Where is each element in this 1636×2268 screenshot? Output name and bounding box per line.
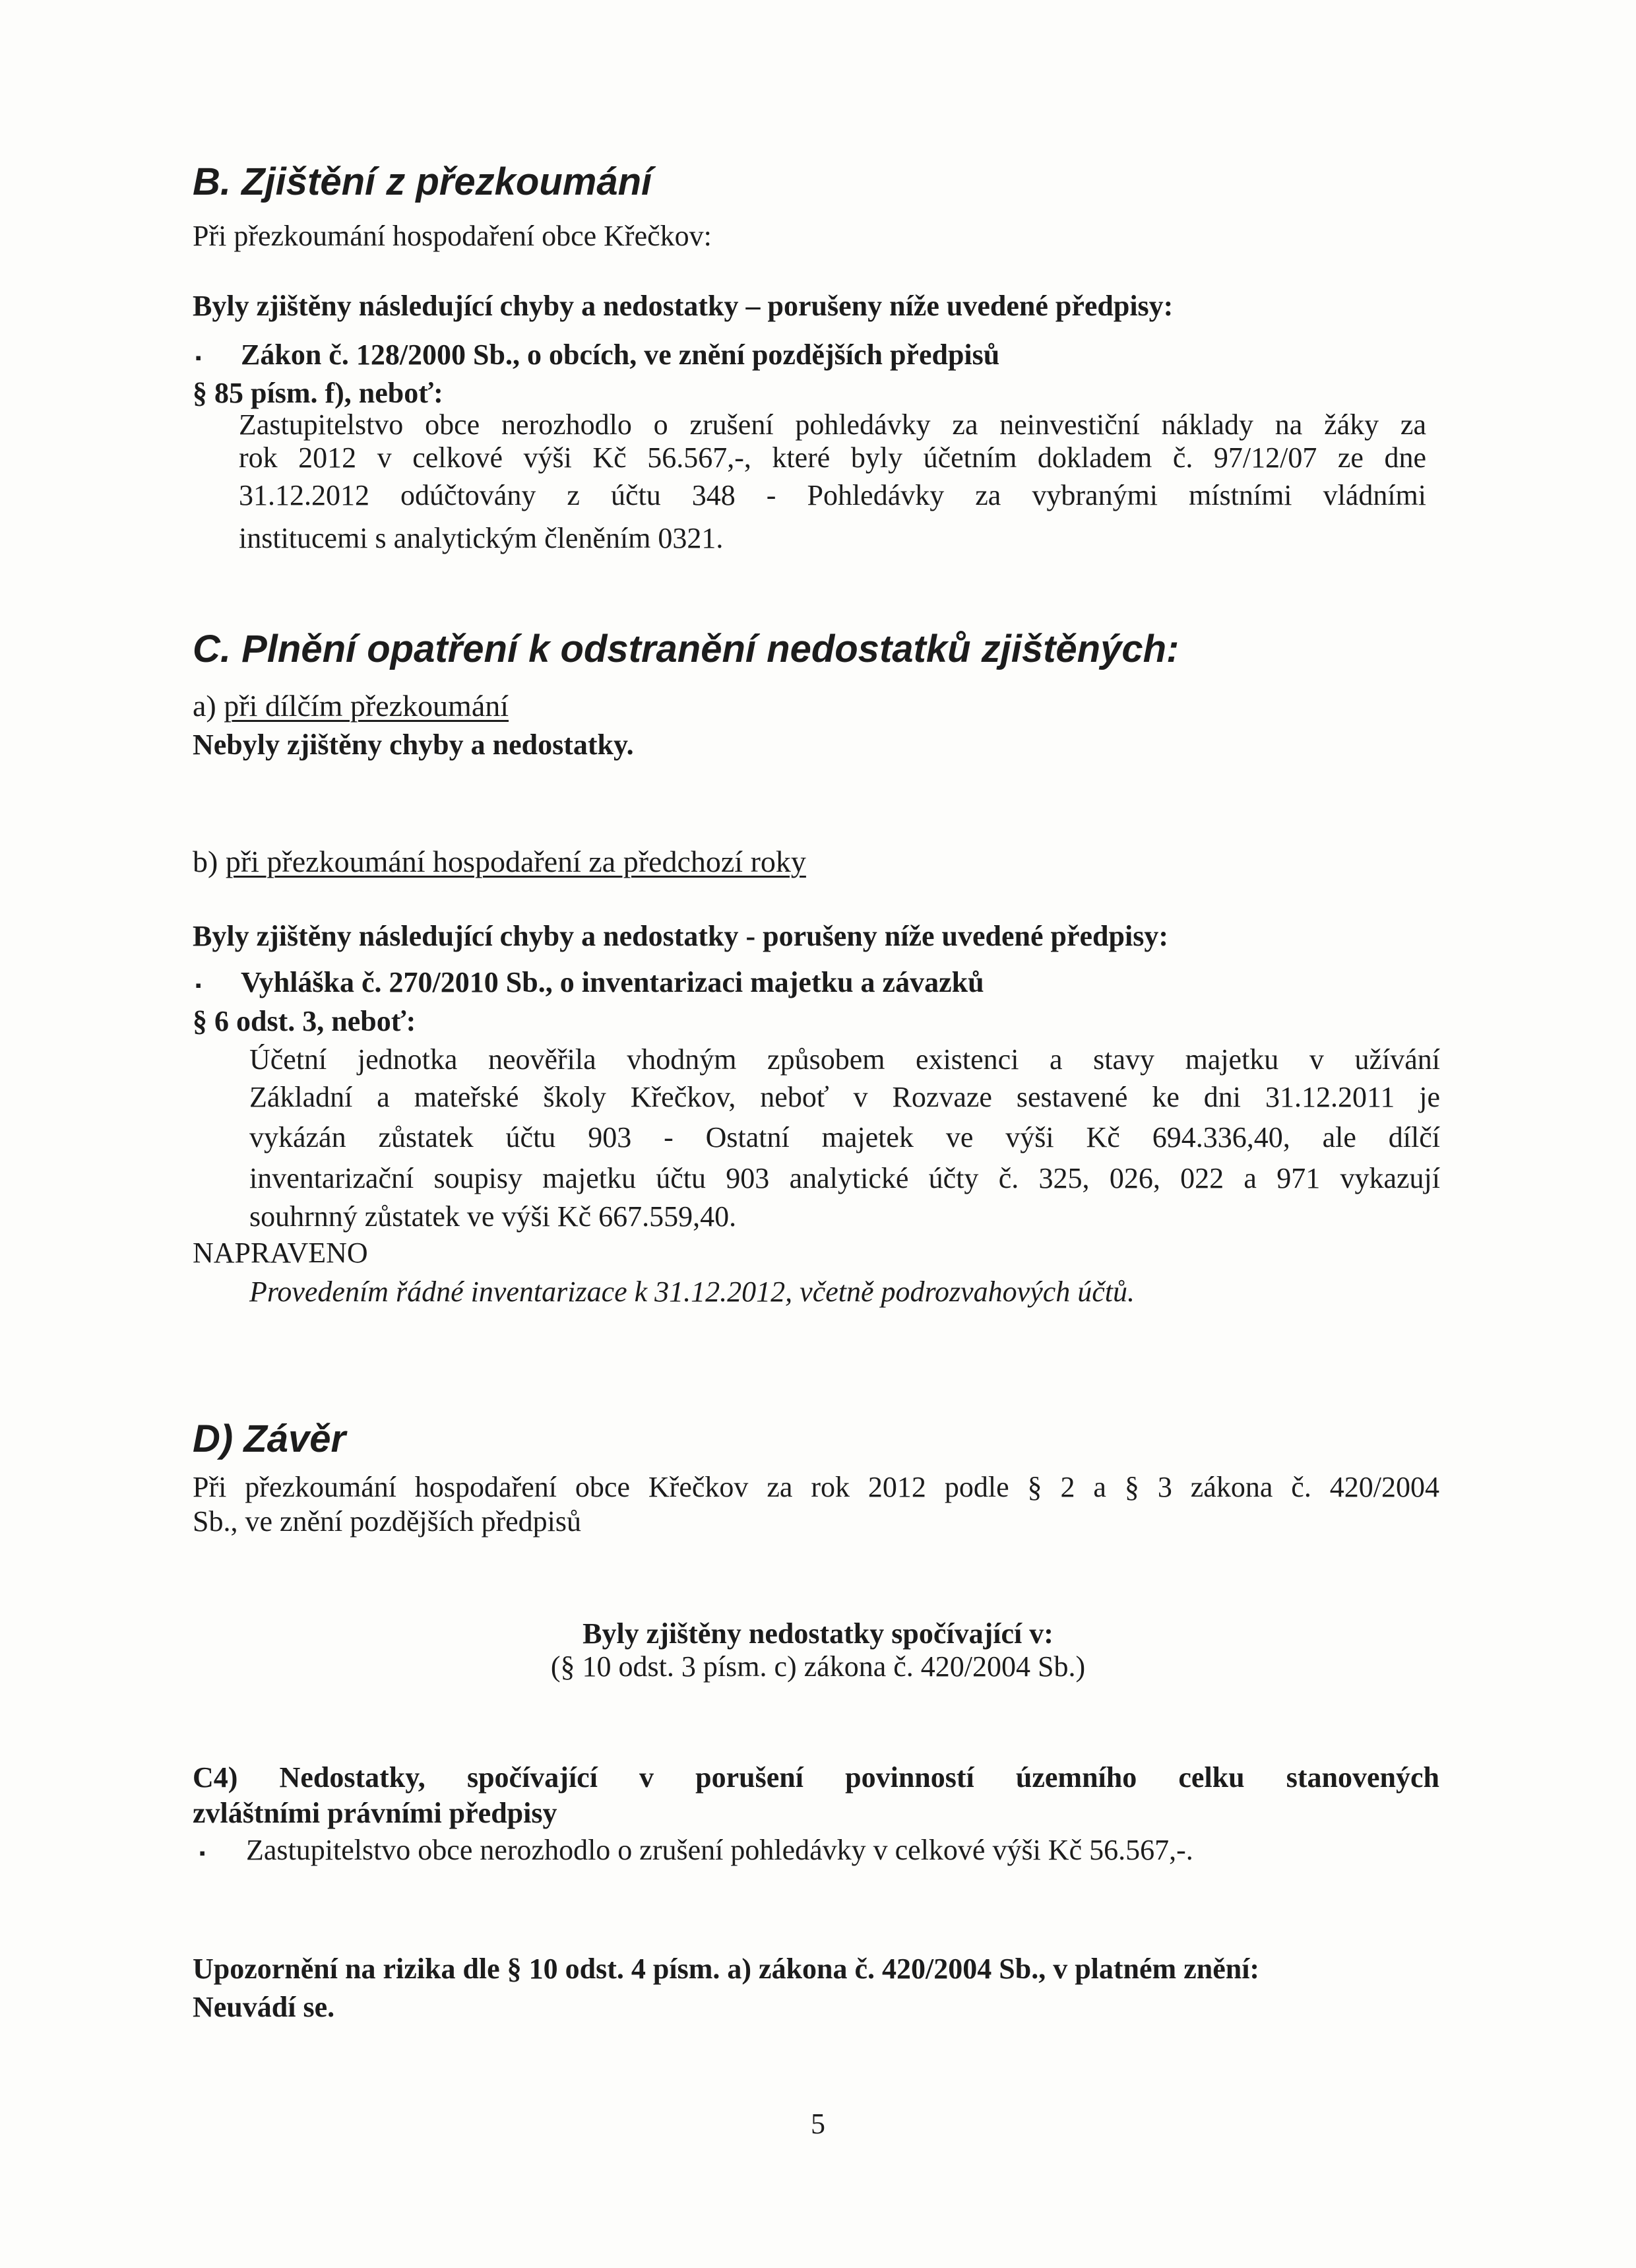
- section-c-heading: C. Plnění opatření k odstranění nedostatků zjištěných:: [193, 628, 1180, 670]
- bullet-icon: ▪: [195, 348, 202, 368]
- section-d-intro-line: Sb., ve znění pozdějších předpisů: [193, 1505, 581, 1538]
- section-d-risk-text: Neuvádí se.: [193, 1991, 335, 2023]
- section-d-c4-line: C4) Nedostatky, spočívající v porušení povinností územního celku stanovených: [193, 1761, 1439, 1794]
- section-c-finding-line: Účetní jednotka neověřila vhodným způsobem existenci a stavy majetku v užívání: [249, 1043, 1440, 1076]
- section-c-finding-line: souhrnný zůstatek ve výši Kč 667.559,40.: [249, 1200, 737, 1233]
- section-b-finding-line: rok 2012 v celkové výši Kč 56.567,-, které byly účetním dokladem č. 97/12/07 ze dne: [239, 441, 1426, 474]
- section-d-c4-item: Zastupitelstvo obce nerozhodlo o zrušení pohledávky v celkové výši Kč 56.567,-.: [246, 1834, 1193, 1866]
- page-number: 5: [811, 2108, 825, 2140]
- section-b-intro: Při přezkoumání hospodaření obce Křečkov:: [193, 220, 712, 252]
- section-c-b-title: při přezkoumání hospodaření za předchozí roky: [225, 845, 806, 878]
- section-d-intro-line: Při přezkoumání hospodaření obce Křečkov za rok 2012 podle § 2 a § 3 zákona č. 420/2004: [193, 1471, 1439, 1503]
- section-c-finding-line: inventarizační soupisy majetku účtu 903 analytické účty č. 325, 026, 022 a 971 vykazují: [249, 1162, 1440, 1194]
- section-c-finding-line: Základní a mateřské školy Křečkov, neboť v Rozvaze sestavené ke dni 31.12.2011 je: [249, 1081, 1440, 1113]
- bullet-icon: ▪: [195, 976, 202, 995]
- section-c-paragraph-ref: § 6 odst. 3, neboť:: [193, 1005, 416, 1037]
- section-b-finding-line: Zastupitelstvo obce nerozhodlo o zrušení pohledávky za neinvestiční náklady na žáky za: [239, 408, 1426, 441]
- section-d-risk-title: Upozornění na rizika dle § 10 odst. 4 písm. a) zákona č. 420/2004 Sb., v platném znění:: [193, 1953, 1260, 1985]
- section-c-law: Vyhláška č. 270/2010 Sb., o inventarizaci majetku a závazků: [241, 966, 984, 998]
- section-b-heading: B. Zjištění z přezkoumání: [193, 160, 652, 203]
- bullet-icon: ▪: [199, 1844, 206, 1863]
- section-d-c4-line: zvláštními právními předpisy: [193, 1797, 557, 1829]
- section-c-a-subheading: [193, 688, 509, 724]
- section-c-remedy: Provedením řádné inventarizace k 31.12.2012, včetně podrozvahových účtů.: [249, 1276, 1135, 1308]
- section-c-b-prefix: b): [193, 845, 226, 878]
- section-c-finding-line: vykázán zůstatek účtu 903 - Ostatní majetek ve výši Kč 694.336,40, ale dílčí: [249, 1121, 1440, 1153]
- section-b-law: Zákon č. 128/2000 Sb., o obcích, ve znění pozdějších předpisů: [241, 339, 1000, 371]
- section-b-finding-line: institucemi s analytickým členěním 0321.: [239, 522, 724, 554]
- section-c-b-subheading: [193, 843, 806, 880]
- section-c-a-text: Nebyly zjištěny chyby a nedostatky.: [193, 729, 634, 761]
- section-b-errors-title: Byly zjištěny následující chyby a nedostatky – porušeny níže uvedené předpisy:: [193, 290, 1174, 322]
- section-c-status: NAPRAVENO: [193, 1237, 368, 1269]
- section-d-found-title: Byly zjištěny nedostatky spočívající v:: [582, 1617, 1054, 1650]
- section-d-heading: D) Závěr: [193, 1417, 346, 1460]
- section-c-a-title: při dílčím přezkoumání: [224, 689, 509, 723]
- section-b-paragraph-ref: § 85 písm. f), neboť:: [193, 377, 443, 409]
- section-b-finding-line: 31.12.2012 odúčtovány z účtu 348 - Pohledávky za vybranými místními vládními: [239, 479, 1426, 511]
- section-c-errors-title: Byly zjištěny následující chyby a nedostatky - porušeny níže uvedené předpisy:: [193, 920, 1168, 952]
- section-c-a-prefix: a): [193, 689, 224, 723]
- section-d-found-ref: (§ 10 odst. 3 písm. c) zákona č. 420/2004 Sb.): [550, 1650, 1086, 1683]
